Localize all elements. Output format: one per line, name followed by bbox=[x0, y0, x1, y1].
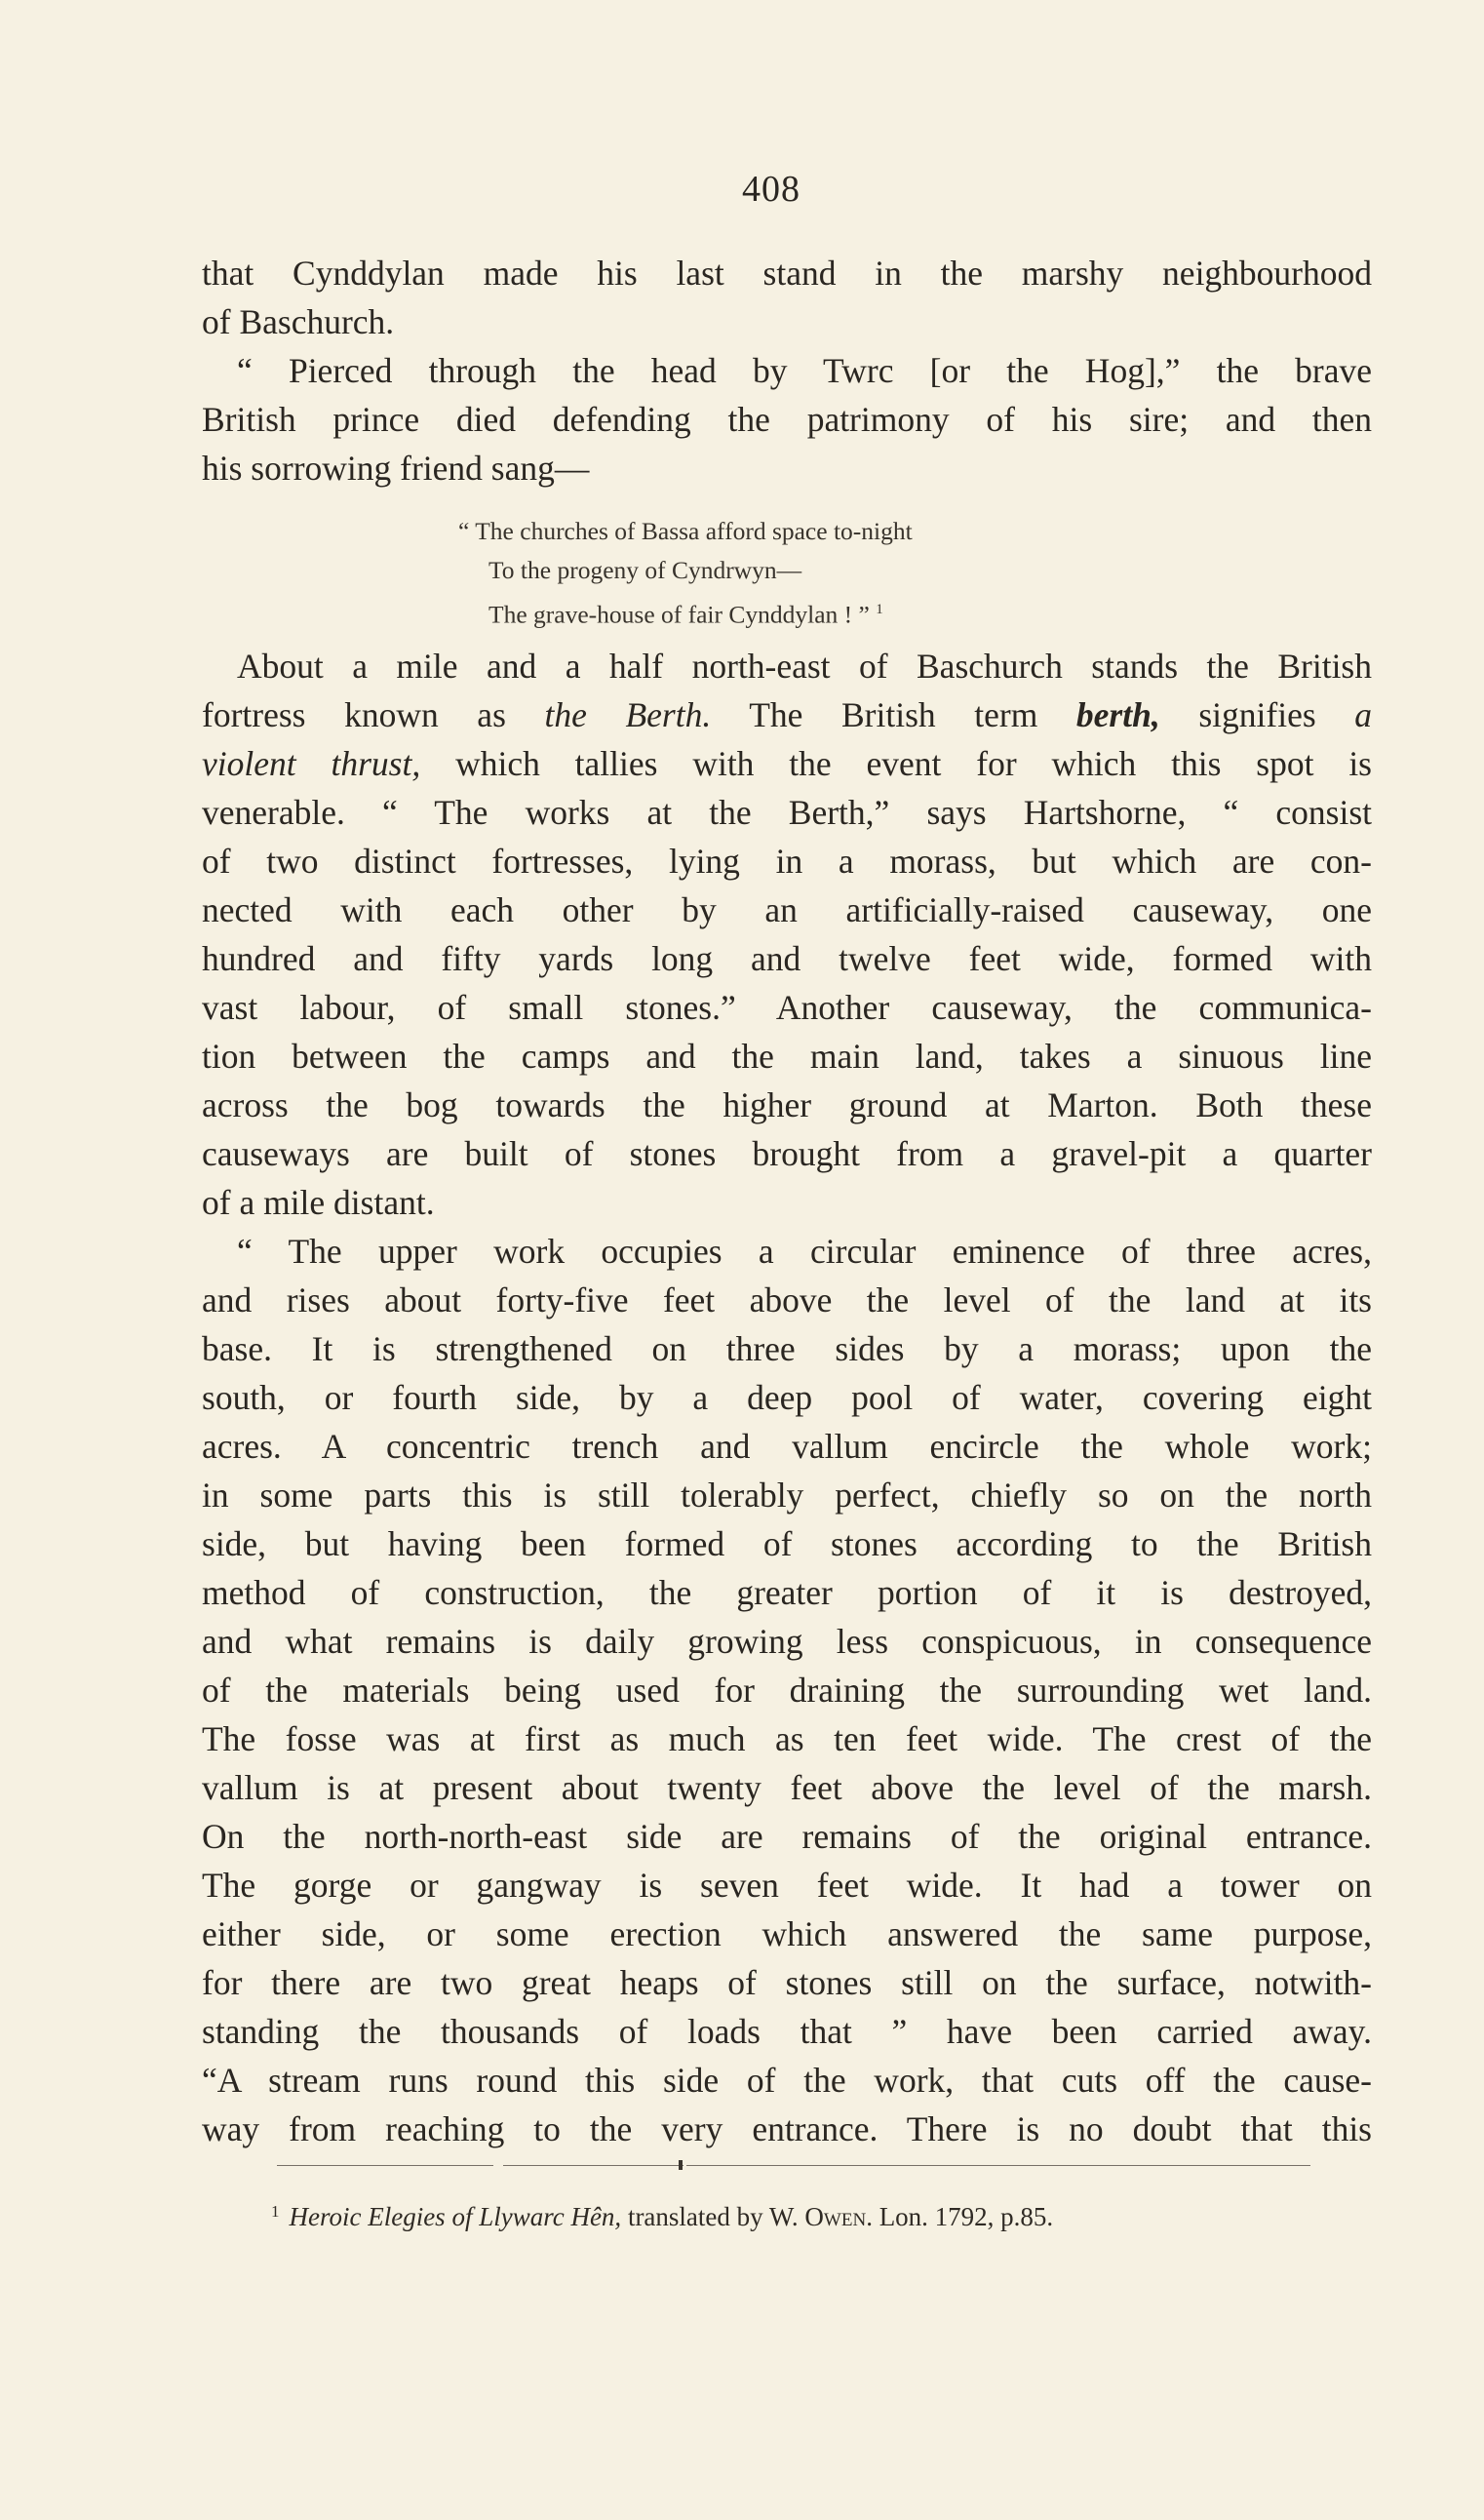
text-line: across the bog towards the higher ground at Marton. Both these bbox=[202, 1085, 1372, 1124]
text-span: which tallies with the event for which this spot is bbox=[420, 744, 1372, 783]
text-line: of a mile distant. bbox=[202, 1183, 435, 1222]
bold-italic-term: berth, bbox=[1075, 695, 1160, 734]
divider-segment bbox=[277, 2165, 493, 2166]
text-line: and rises about forty-five feet above the level of the land at its bbox=[202, 1280, 1372, 1319]
text-span: The British term bbox=[711, 695, 1076, 734]
verse-quotation bbox=[458, 512, 1238, 629]
text-line: vallum is at present about twenty feet above the level of the marsh. bbox=[202, 1768, 1372, 1807]
text-line: way from reaching to the very entrance. There is no doubt that this bbox=[202, 2109, 1372, 2148]
text-line: and what remains is daily growing less conspicuous, in consequence bbox=[202, 1622, 1372, 1661]
italic-term: the Berth. bbox=[544, 695, 712, 734]
footnote-text: . Lon. 1792, p.85. bbox=[866, 2202, 1054, 2231]
verse-line-text: The grave-house of fair Cynddylan ! ” bbox=[488, 600, 870, 629]
text-line: of Baschurch. bbox=[202, 302, 395, 341]
text-line: that Cynddylan made his last stand in the marshy neighbourhood bbox=[202, 254, 1372, 293]
text-line bbox=[202, 739, 1372, 788]
text-line: The gorge or gangway is seven feet wide. It had a tower on bbox=[202, 1866, 1372, 1905]
divider-segment bbox=[686, 2165, 1310, 2166]
divider-mark bbox=[679, 2160, 683, 2170]
text-line: “A stream runs round this side of the work, that cuts off the cause- bbox=[202, 2061, 1372, 2100]
text-line: method of construction, the greater portion of it is destroyed, bbox=[202, 1573, 1372, 1612]
text-line: venerable. “ The works at the Berth,” says Hartshorne, “ consist bbox=[202, 793, 1372, 832]
text-line: of the materials being used for draining the surrounding wet land. bbox=[202, 1671, 1372, 1710]
text-line: south, or fourth side, by a deep pool of water, covering eight bbox=[202, 1378, 1372, 1417]
footnote-author: Owen bbox=[804, 2202, 867, 2231]
text-line: in some parts this is still tolerably perfect, chiefly so on the north bbox=[202, 1476, 1372, 1515]
text-line: About a mile and a half north-east of Baschurch stands the British bbox=[237, 647, 1372, 686]
text-line: standing the thousands of loads that ” have been carried away. bbox=[202, 2012, 1372, 2051]
text-line: for there are two great heaps of stones still on the surface, notwith- bbox=[202, 1963, 1372, 2002]
text-line bbox=[202, 690, 1372, 739]
text-line: vast labour, of small stones.” Another causeway, the communica- bbox=[202, 988, 1372, 1027]
text-line: On the north-north-east side are remains of the original entrance. bbox=[202, 1817, 1372, 1856]
text-span: fortress known as bbox=[202, 695, 545, 734]
verse-line: “ The churches of Bassa afford space to-night bbox=[458, 517, 913, 545]
paragraph-cynddylan bbox=[202, 249, 1372, 492]
text-line: base. It is strengthened on three sides by a morass; upon the bbox=[202, 1329, 1372, 1368]
italic-term: a bbox=[1354, 695, 1372, 734]
divider-segment bbox=[503, 2165, 683, 2166]
verse-line: To the progeny of Cyndrwyn— bbox=[488, 556, 802, 584]
text-line: acres. A concentric trench and vallum encircle the whole work; bbox=[202, 1427, 1372, 1466]
text-line: tion between the camps and the main land, takes a sinuous line bbox=[202, 1037, 1372, 1076]
text-line: hundred and fifty yards long and twelve feet wide, formed with bbox=[202, 939, 1372, 978]
footnote-text: translated by W. bbox=[621, 2202, 805, 2231]
footnote bbox=[271, 2202, 1324, 2232]
text-line: side, but having been formed of stones according to the British bbox=[202, 1524, 1372, 1563]
text-line: “ The upper work occupies a circular eminence of three acres, bbox=[237, 1232, 1372, 1271]
text-line: of two distinct fortresses, lying in a morass, but which are con- bbox=[202, 842, 1372, 881]
text-line: his sorrowing friend sang— bbox=[202, 449, 590, 488]
paragraph-berth bbox=[202, 642, 1372, 2153]
text-span: signifies bbox=[1159, 695, 1355, 734]
footnote-title: Heroic Elegies of Llywarc Hên, bbox=[289, 2202, 622, 2231]
text-line: either side, or some erection which answered the same purpose, bbox=[202, 1914, 1372, 1953]
footnote-mark: 1 bbox=[271, 2202, 280, 2221]
text-line: “ Pierced through the head by Twrc [or the Hog],” the brave bbox=[237, 351, 1372, 390]
text-line: The fosse was at first as much as ten feet wide. The crest of the bbox=[202, 1719, 1372, 1758]
italic-term: violent thrust, bbox=[202, 744, 421, 783]
text-line: British prince died defending the patrimony of his sire; and then bbox=[202, 400, 1372, 439]
footnote-reference: 1 bbox=[876, 602, 883, 617]
text-line: nected with each other by an artificially-raised causeway, one bbox=[202, 890, 1372, 929]
verse-line bbox=[458, 590, 1238, 629]
page-number: 408 bbox=[742, 169, 801, 210]
footnote-divider bbox=[277, 2163, 1310, 2169]
text-line: causeways are built of stones brought from a gravel-pit a quarter bbox=[202, 1134, 1372, 1173]
